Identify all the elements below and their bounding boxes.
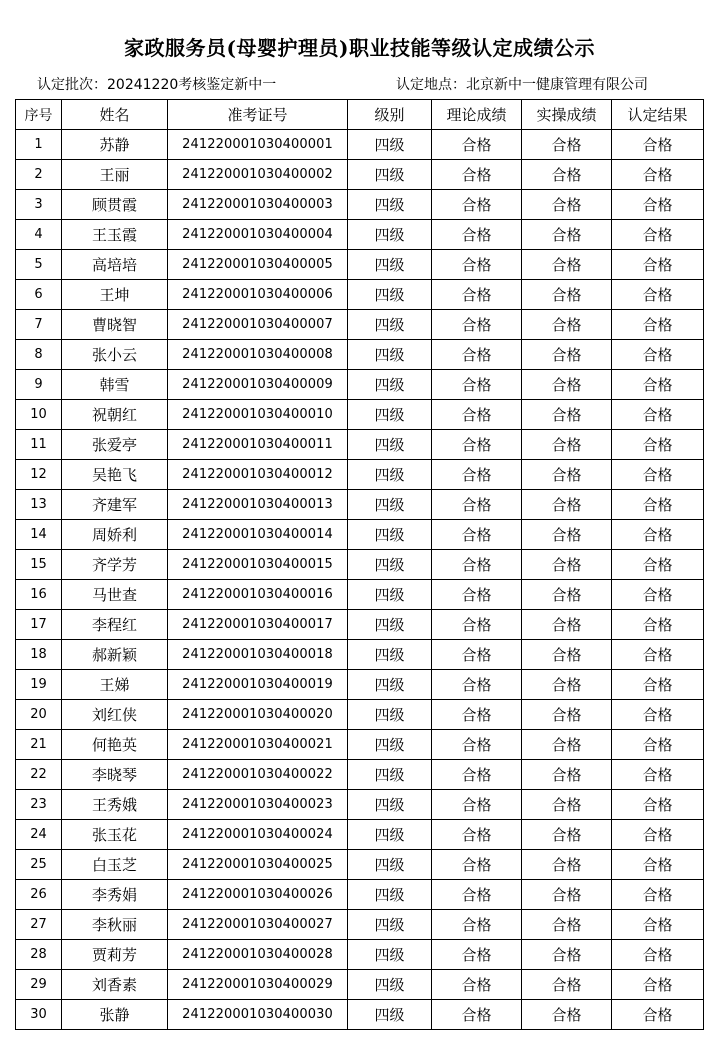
cell-practical: 合格 [522, 460, 612, 490]
cell-name: 李程红 [62, 610, 168, 640]
cell-practical: 合格 [522, 940, 612, 970]
cell-name: 曹晓智 [62, 310, 168, 340]
cell-name: 张玉花 [62, 820, 168, 850]
table-row [16, 310, 704, 340]
table-body [16, 130, 704, 1030]
cell-level: 四级 [348, 400, 432, 430]
cell-theory: 合格 [432, 220, 522, 250]
header-name: 姓名 [62, 100, 168, 130]
cell-practical: 合格 [522, 430, 612, 460]
header-level: 级别 [348, 100, 432, 130]
table-row [16, 430, 704, 460]
cell-theory: 合格 [432, 130, 522, 160]
header-result: 认定结果 [612, 100, 704, 130]
batch-info: 认定批次：20241220考核鉴定新中一 [37, 77, 277, 93]
cell-seq: 15 [16, 550, 62, 580]
cell-exam-id: 241220001030400028 [168, 940, 348, 970]
cell-theory: 合格 [432, 730, 522, 760]
cell-theory: 合格 [432, 400, 522, 430]
table-row [16, 520, 704, 550]
table-row [16, 220, 704, 250]
cell-practical: 合格 [522, 790, 612, 820]
cell-seq: 13 [16, 490, 62, 520]
cell-result: 合格 [612, 940, 704, 970]
cell-level: 四级 [348, 610, 432, 640]
cell-level: 四级 [348, 550, 432, 580]
cell-level: 四级 [348, 850, 432, 880]
cell-seq: 7 [16, 310, 62, 340]
cell-name: 王娣 [62, 670, 168, 700]
cell-exam-id: 241220001030400023 [168, 790, 348, 820]
cell-seq: 1 [16, 130, 62, 160]
cell-result: 合格 [612, 220, 704, 250]
cell-practical: 合格 [522, 280, 612, 310]
cell-result: 合格 [612, 880, 704, 910]
cell-seq: 24 [16, 820, 62, 850]
cell-level: 四级 [348, 1000, 432, 1030]
cell-name: 韩雪 [62, 370, 168, 400]
cell-level: 四级 [348, 160, 432, 190]
cell-name: 王秀娥 [62, 790, 168, 820]
table-row [16, 850, 704, 880]
table-row [16, 700, 704, 730]
cell-theory: 合格 [432, 460, 522, 490]
cell-theory: 合格 [432, 310, 522, 340]
cell-exam-id: 241220001030400004 [168, 220, 348, 250]
cell-level: 四级 [348, 760, 432, 790]
cell-exam-id: 241220001030400008 [168, 340, 348, 370]
cell-seq: 23 [16, 790, 62, 820]
cell-result: 合格 [612, 460, 704, 490]
location-info: 认定地点：北京新中一健康管理有限公司 [396, 77, 648, 93]
cell-seq: 27 [16, 910, 62, 940]
cell-seq: 26 [16, 880, 62, 910]
cell-level: 四级 [348, 370, 432, 400]
cell-exam-id: 241220001030400021 [168, 730, 348, 760]
cell-practical: 合格 [522, 340, 612, 370]
cell-theory: 合格 [432, 820, 522, 850]
cell-theory: 合格 [432, 430, 522, 460]
cell-result: 合格 [612, 820, 704, 850]
cell-practical: 合格 [522, 850, 612, 880]
table-row [16, 370, 704, 400]
cell-theory: 合格 [432, 850, 522, 880]
cell-practical: 合格 [522, 760, 612, 790]
table-row [16, 580, 704, 610]
cell-exam-id: 241220001030400013 [168, 490, 348, 520]
cell-name: 李秀娟 [62, 880, 168, 910]
cell-exam-id: 241220001030400029 [168, 970, 348, 1000]
cell-exam-id: 241220001030400006 [168, 280, 348, 310]
table-row [16, 610, 704, 640]
cell-name: 贾莉芳 [62, 940, 168, 970]
cell-level: 四级 [348, 640, 432, 670]
cell-theory: 合格 [432, 370, 522, 400]
cell-seq: 2 [16, 160, 62, 190]
cell-theory: 合格 [432, 760, 522, 790]
cell-name: 苏静 [62, 130, 168, 160]
cell-theory: 合格 [432, 700, 522, 730]
cell-result: 合格 [612, 430, 704, 460]
table-row [16, 340, 704, 370]
cell-seq: 16 [16, 580, 62, 610]
cell-result: 合格 [612, 340, 704, 370]
page-title: 家政服务员(母婴护理员)职业技能等级认定成绩公示 [124, 36, 595, 60]
cell-seq: 18 [16, 640, 62, 670]
cell-name: 白玉芝 [62, 850, 168, 880]
cell-name: 马世查 [62, 580, 168, 610]
cell-practical: 合格 [522, 490, 612, 520]
cell-theory: 合格 [432, 1000, 522, 1030]
cell-result: 合格 [612, 310, 704, 340]
cell-seq: 4 [16, 220, 62, 250]
cell-result: 合格 [612, 550, 704, 580]
cell-practical: 合格 [522, 610, 612, 640]
cell-name: 李晓琴 [62, 760, 168, 790]
cell-result: 合格 [612, 520, 704, 550]
cell-level: 四级 [348, 970, 432, 1000]
table-row [16, 790, 704, 820]
table-row [16, 730, 704, 760]
cell-name: 周娇利 [62, 520, 168, 550]
cell-practical: 合格 [522, 130, 612, 160]
cell-name: 何艳英 [62, 730, 168, 760]
cell-level: 四级 [348, 340, 432, 370]
header-seq: 序号 [16, 100, 62, 130]
cell-result: 合格 [612, 610, 704, 640]
cell-theory: 合格 [432, 580, 522, 610]
cell-practical: 合格 [522, 880, 612, 910]
cell-exam-id: 241220001030400015 [168, 550, 348, 580]
cell-practical: 合格 [522, 640, 612, 670]
cell-name: 高培培 [62, 250, 168, 280]
cell-level: 四级 [348, 910, 432, 940]
table-row [16, 970, 704, 1000]
cell-level: 四级 [348, 250, 432, 280]
cell-result: 合格 [612, 970, 704, 1000]
cell-practical: 合格 [522, 250, 612, 280]
cell-level: 四级 [348, 790, 432, 820]
header-theory: 理论成绩 [432, 100, 522, 130]
cell-result: 合格 [612, 580, 704, 610]
cell-seq: 11 [16, 430, 62, 460]
cell-level: 四级 [348, 460, 432, 490]
table-header-row [16, 100, 704, 130]
cell-result: 合格 [612, 1000, 704, 1030]
cell-exam-id: 241220001030400014 [168, 520, 348, 550]
cell-name: 王玉霞 [62, 220, 168, 250]
cell-practical: 合格 [522, 970, 612, 1000]
cell-exam-id: 241220001030400019 [168, 670, 348, 700]
cell-theory: 合格 [432, 790, 522, 820]
cell-practical: 合格 [522, 190, 612, 220]
cell-level: 四级 [348, 880, 432, 910]
cell-practical: 合格 [522, 820, 612, 850]
cell-theory: 合格 [432, 640, 522, 670]
table-row [16, 550, 704, 580]
cell-seq: 22 [16, 760, 62, 790]
table-row [16, 670, 704, 700]
cell-result: 合格 [612, 700, 704, 730]
cell-level: 四级 [348, 940, 432, 970]
cell-exam-id: 241220001030400011 [168, 430, 348, 460]
cell-practical: 合格 [522, 580, 612, 610]
cell-theory: 合格 [432, 160, 522, 190]
cell-exam-id: 241220001030400016 [168, 580, 348, 610]
cell-exam-id: 241220001030400010 [168, 400, 348, 430]
cell-name: 张小云 [62, 340, 168, 370]
cell-name: 齐学芳 [62, 550, 168, 580]
cell-name: 李秋丽 [62, 910, 168, 940]
cell-exam-id: 241220001030400026 [168, 880, 348, 910]
cell-name: 王坤 [62, 280, 168, 310]
cell-seq: 12 [16, 460, 62, 490]
cell-seq: 10 [16, 400, 62, 430]
table-row [16, 190, 704, 220]
cell-theory: 合格 [432, 280, 522, 310]
cell-name: 吴艳飞 [62, 460, 168, 490]
table-row [16, 910, 704, 940]
cell-seq: 19 [16, 670, 62, 700]
cell-theory: 合格 [432, 670, 522, 700]
cell-practical: 合格 [522, 550, 612, 580]
table-row [16, 760, 704, 790]
cell-practical: 合格 [522, 700, 612, 730]
table-row [16, 160, 704, 190]
cell-seq: 29 [16, 970, 62, 1000]
table-row [16, 880, 704, 910]
cell-result: 合格 [612, 130, 704, 160]
table-row [16, 460, 704, 490]
cell-theory: 合格 [432, 610, 522, 640]
table-row [16, 1000, 704, 1030]
cell-level: 四级 [348, 820, 432, 850]
table-row [16, 280, 704, 310]
cell-result: 合格 [612, 640, 704, 670]
cell-result: 合格 [612, 490, 704, 520]
cell-theory: 合格 [432, 970, 522, 1000]
cell-exam-id: 241220001030400007 [168, 310, 348, 340]
cell-result: 合格 [612, 670, 704, 700]
cell-theory: 合格 [432, 940, 522, 970]
cell-exam-id: 241220001030400020 [168, 700, 348, 730]
cell-level: 四级 [348, 310, 432, 340]
cell-result: 合格 [612, 160, 704, 190]
cell-practical: 合格 [522, 730, 612, 760]
cell-name: 祝朝红 [62, 400, 168, 430]
cell-name: 刘红侠 [62, 700, 168, 730]
cell-level: 四级 [348, 130, 432, 160]
cell-exam-id: 241220001030400018 [168, 640, 348, 670]
cell-seq: 14 [16, 520, 62, 550]
cell-name: 顾贯霞 [62, 190, 168, 220]
cell-level: 四级 [348, 700, 432, 730]
cell-practical: 合格 [522, 310, 612, 340]
results-table [15, 99, 704, 1030]
cell-level: 四级 [348, 670, 432, 700]
table-row [16, 400, 704, 430]
cell-level: 四级 [348, 730, 432, 760]
cell-practical: 合格 [522, 400, 612, 430]
cell-seq: 21 [16, 730, 62, 760]
cell-result: 合格 [612, 190, 704, 220]
cell-result: 合格 [612, 250, 704, 280]
cell-level: 四级 [348, 220, 432, 250]
cell-exam-id: 241220001030400012 [168, 460, 348, 490]
cell-practical: 合格 [522, 1000, 612, 1030]
cell-exam-id: 241220001030400024 [168, 820, 348, 850]
cell-name: 王丽 [62, 160, 168, 190]
cell-result: 合格 [612, 790, 704, 820]
cell-result: 合格 [612, 730, 704, 760]
cell-name: 郝新颖 [62, 640, 168, 670]
table-row [16, 820, 704, 850]
cell-exam-id: 241220001030400022 [168, 760, 348, 790]
cell-practical: 合格 [522, 370, 612, 400]
cell-name: 齐建军 [62, 490, 168, 520]
cell-name: 张静 [62, 1000, 168, 1030]
cell-practical: 合格 [522, 910, 612, 940]
table-row [16, 490, 704, 520]
cell-seq: 3 [16, 190, 62, 220]
cell-result: 合格 [612, 370, 704, 400]
table-row [16, 940, 704, 970]
cell-seq: 30 [16, 1000, 62, 1030]
cell-theory: 合格 [432, 550, 522, 580]
cell-name: 刘香素 [62, 970, 168, 1000]
cell-theory: 合格 [432, 910, 522, 940]
cell-seq: 6 [16, 280, 62, 310]
cell-seq: 20 [16, 700, 62, 730]
cell-exam-id: 241220001030400030 [168, 1000, 348, 1030]
cell-seq: 28 [16, 940, 62, 970]
cell-exam-id: 241220001030400025 [168, 850, 348, 880]
cell-theory: 合格 [432, 340, 522, 370]
header-exam-id: 准考证号 [168, 100, 348, 130]
cell-theory: 合格 [432, 490, 522, 520]
cell-seq: 9 [16, 370, 62, 400]
cell-practical: 合格 [522, 160, 612, 190]
cell-seq: 5 [16, 250, 62, 280]
cell-exam-id: 241220001030400002 [168, 160, 348, 190]
cell-theory: 合格 [432, 250, 522, 280]
cell-result: 合格 [612, 910, 704, 940]
cell-theory: 合格 [432, 190, 522, 220]
cell-exam-id: 241220001030400003 [168, 190, 348, 220]
cell-seq: 8 [16, 340, 62, 370]
cell-level: 四级 [348, 490, 432, 520]
cell-exam-id: 241220001030400005 [168, 250, 348, 280]
cell-seq: 17 [16, 610, 62, 640]
cell-level: 四级 [348, 520, 432, 550]
table-row [16, 640, 704, 670]
cell-exam-id: 241220001030400001 [168, 130, 348, 160]
cell-practical: 合格 [522, 520, 612, 550]
cell-result: 合格 [612, 760, 704, 790]
cell-practical: 合格 [522, 220, 612, 250]
cell-level: 四级 [348, 280, 432, 310]
table-row [16, 250, 704, 280]
cell-exam-id: 241220001030400027 [168, 910, 348, 940]
header-practical: 实操成绩 [522, 100, 612, 130]
cell-theory: 合格 [432, 880, 522, 910]
cell-level: 四级 [348, 190, 432, 220]
cell-exam-id: 241220001030400017 [168, 610, 348, 640]
cell-result: 合格 [612, 400, 704, 430]
cell-theory: 合格 [432, 520, 522, 550]
cell-practical: 合格 [522, 670, 612, 700]
cell-seq: 25 [16, 850, 62, 880]
cell-level: 四级 [348, 430, 432, 460]
cell-level: 四级 [348, 580, 432, 610]
cell-result: 合格 [612, 280, 704, 310]
cell-name: 张爱亭 [62, 430, 168, 460]
cell-exam-id: 241220001030400009 [168, 370, 348, 400]
cell-result: 合格 [612, 850, 704, 880]
table-row [16, 130, 704, 160]
